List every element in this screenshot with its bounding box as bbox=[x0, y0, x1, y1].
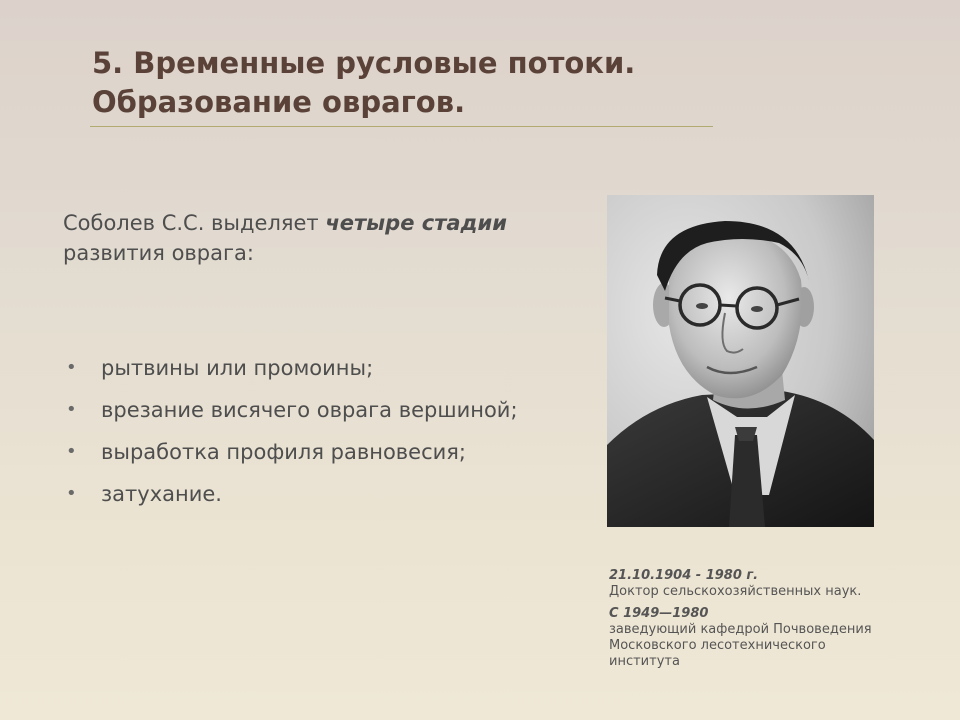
stage-item bbox=[66, 473, 518, 515]
title-underline bbox=[90, 126, 713, 127]
bio-period: С 1949—1980 bbox=[609, 606, 709, 621]
bio-degree: Доктор сельскохозяйственных наук. bbox=[609, 584, 862, 599]
portrait-illustration bbox=[607, 195, 874, 527]
slide-title bbox=[92, 44, 635, 122]
stage-text: врезание висячего оврага вершиной; bbox=[101, 398, 518, 422]
bullet-icon: • bbox=[66, 441, 77, 462]
intro-text: Соболев С.С. выделяет bbox=[63, 211, 326, 235]
stage-item bbox=[66, 431, 518, 473]
stage-item bbox=[66, 347, 518, 389]
intro-continuation: развития оврага: bbox=[63, 241, 254, 265]
bio-position-line: института bbox=[609, 654, 680, 669]
stage-text: затухание. bbox=[101, 482, 222, 506]
slide-title-line-2: Образование оврагов. bbox=[92, 85, 466, 119]
bullet-icon: • bbox=[66, 483, 77, 504]
stage-text: рытвины или промоины; bbox=[101, 356, 374, 380]
stage-text: выработка профиля равновесия; bbox=[101, 440, 467, 464]
stages-list bbox=[66, 347, 518, 515]
bullet-icon: • bbox=[66, 399, 77, 420]
stage-item bbox=[66, 389, 518, 431]
bio-caption bbox=[609, 568, 929, 670]
intro-paragraph bbox=[63, 208, 583, 268]
bullet-icon: • bbox=[66, 357, 77, 378]
slide-title-line-1: 5. Временные русловые потоки. bbox=[92, 46, 636, 80]
bio-dates: 21.10.1904 - 1980 г. bbox=[609, 568, 759, 583]
bio-position-line: заведующий кафедрой Почвоведения bbox=[609, 622, 872, 637]
portrait-photo bbox=[607, 195, 874, 527]
intro-emphasis: четыре стадии bbox=[325, 211, 507, 235]
bio-position-line: Московского лесотехнического bbox=[609, 638, 826, 653]
